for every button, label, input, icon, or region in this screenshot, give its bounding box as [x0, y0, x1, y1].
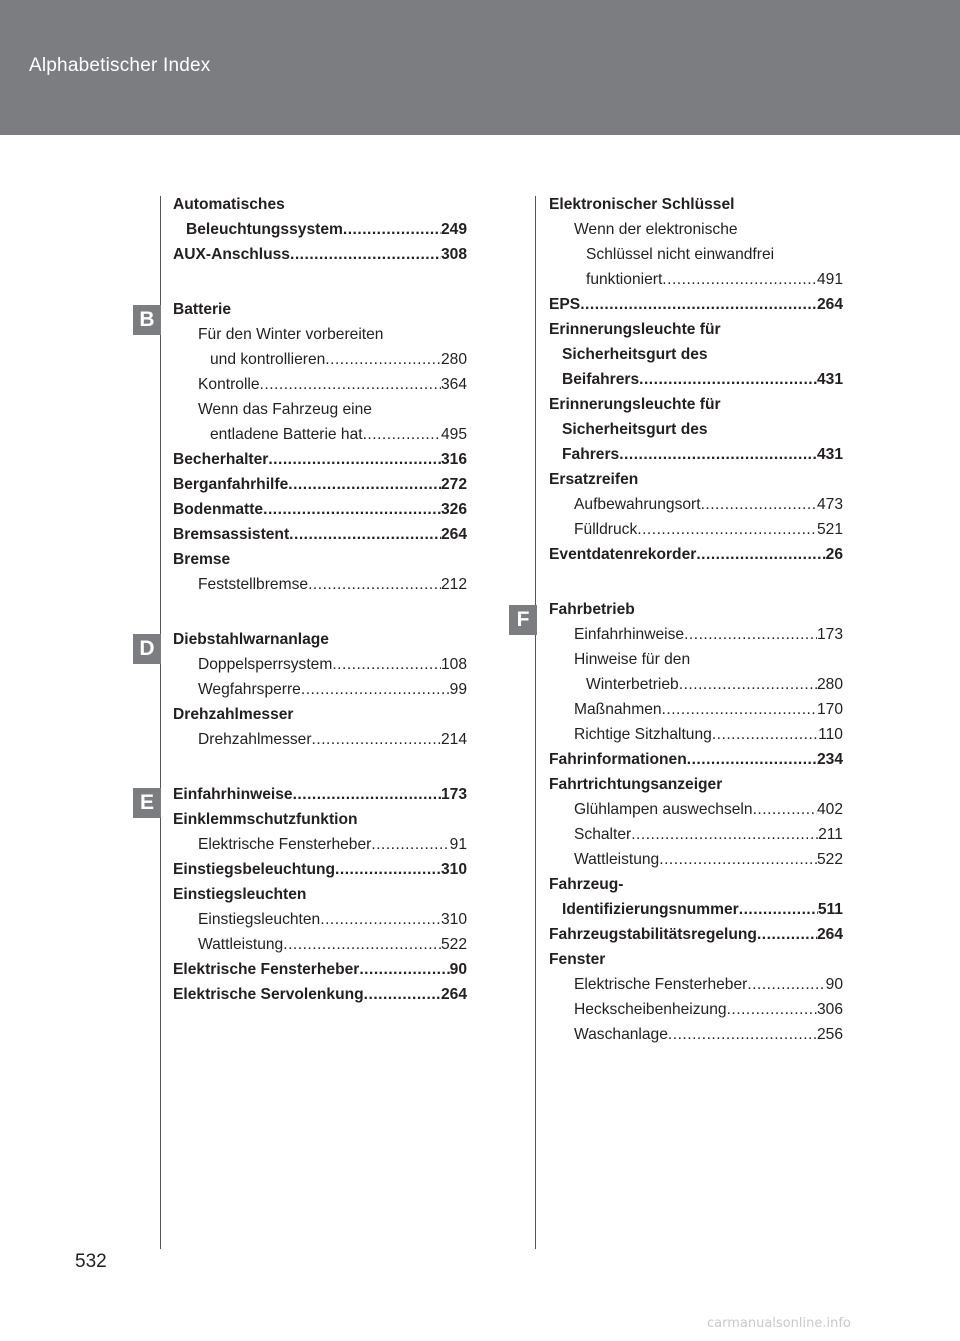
dot-leader [739, 899, 818, 921]
index-heading-line [173, 784, 467, 806]
index-term: Kontrolle [198, 376, 260, 393]
index-heading-line [173, 474, 467, 496]
dot-leader [325, 349, 441, 371]
page-reference: 495 [440, 426, 467, 443]
dot-leader [363, 424, 441, 446]
page-reference: 280 [440, 351, 467, 368]
dot-leader [662, 269, 817, 291]
index-heading-line [173, 859, 467, 881]
index-term: Schalter [574, 826, 632, 843]
section-letter-d: D [133, 634, 161, 664]
index-subentry-line [198, 374, 467, 396]
header-title: Alphabetischer Index [29, 55, 211, 76]
dot-leader [293, 784, 441, 806]
dot-leader [364, 984, 441, 1006]
index-subentry-line [210, 349, 467, 371]
index-heading-line [173, 984, 467, 1006]
page-reference: 91 [449, 836, 467, 853]
index-heading-line [173, 549, 467, 571]
index-term: Batterie [173, 301, 232, 318]
index-heading-line [549, 599, 843, 621]
index-term: Bremsassistent [173, 526, 290, 543]
page-reference: 212 [440, 576, 467, 593]
page-reference: 511 [817, 901, 843, 918]
index-term: AUX-Anschluss [173, 246, 290, 263]
index-term: Einfahrhinweise [173, 786, 293, 803]
dot-leader [268, 449, 441, 471]
index-heading-line [173, 524, 467, 546]
index-subentry-line [210, 424, 467, 446]
index-term: Glühlampen auswechseln [574, 801, 753, 818]
index-heading-line [562, 369, 843, 391]
index-term: Fahrinformationen [549, 751, 687, 768]
page-reference: 99 [449, 681, 467, 698]
index-heading-line [562, 344, 843, 366]
index-subentry-line [574, 849, 843, 871]
index-term: Wegfahrsperre [198, 681, 301, 698]
index-heading-line [549, 774, 843, 796]
index-heading-line [186, 219, 467, 241]
right-column-divider [535, 196, 536, 1249]
index-term: Drehzahlmesser [173, 706, 294, 723]
page-reference: 108 [440, 656, 467, 673]
dot-leader [727, 999, 817, 1021]
dot-leader [637, 519, 817, 541]
page-reference: 173 [440, 786, 467, 803]
index-term: Erinnerungsleuchte für [549, 321, 721, 338]
index-term: Ersatzreifen [549, 471, 639, 488]
index-term: Richtige Sitzhaltung [574, 726, 712, 743]
dot-leader [757, 924, 817, 946]
index-subentry-line [198, 934, 467, 956]
dot-leader [696, 544, 825, 566]
page-reference: 234 [816, 751, 843, 768]
index-subentry-line [574, 824, 843, 846]
index-subentry-line [586, 244, 843, 266]
index-term: Bremse [173, 551, 231, 568]
page-reference: 310 [440, 911, 467, 928]
page-reference: 249 [440, 221, 467, 238]
index-term: Fahrzeug- [549, 876, 624, 893]
index-subentry-line [574, 649, 843, 671]
page-reference: 280 [816, 676, 843, 693]
index-heading-line [549, 874, 843, 896]
index-term: Eventdatenrekorder [549, 546, 697, 563]
page-reference: 170 [816, 701, 843, 718]
index-heading-line [562, 444, 843, 466]
dot-leader [283, 934, 441, 956]
page-reference: 491 [816, 271, 843, 288]
index-term: Fenster [549, 951, 606, 968]
index-subentry-line [574, 494, 843, 516]
index-subentry-line [198, 679, 467, 701]
index-heading-line [173, 629, 467, 651]
index-term: Becherhalter [173, 451, 269, 468]
dot-leader [668, 1024, 817, 1046]
page-reference: 522 [440, 936, 467, 953]
dot-leader [747, 974, 825, 996]
dot-leader [263, 499, 441, 521]
dot-leader [659, 849, 817, 871]
index-heading-line [173, 449, 467, 471]
index-heading-line [173, 194, 467, 216]
index-subentry-line [574, 519, 843, 541]
section-letter-e: E [133, 788, 161, 818]
dot-leader [308, 574, 441, 596]
page-reference: 431 [816, 446, 843, 463]
section-letter-f: F [509, 605, 537, 635]
index-term: funktioniert [586, 271, 663, 288]
index-subentry-line [574, 974, 843, 996]
index-subentry-line [574, 799, 843, 821]
index-heading-line [562, 899, 843, 921]
index-heading-line [549, 924, 843, 946]
dot-leader [631, 824, 818, 846]
index-term: Maßnahmen [574, 701, 662, 718]
index-term: Identifizierungsnummer [562, 901, 739, 918]
index-term: Beifahrers [562, 371, 640, 388]
index-subentry-line [586, 674, 843, 696]
index-subentry-line [198, 654, 467, 676]
index-term: Schlüssel nicht einwandfrei [586, 246, 775, 263]
index-term: Fahrbetrieb [549, 601, 635, 618]
index-term: Aufbewahrungsort [574, 496, 701, 513]
index-term: Wattleistung [198, 936, 284, 953]
index-term: Berganfahrhilfe [173, 476, 289, 493]
page-header [0, 0, 960, 135]
page-reference: 26 [825, 546, 843, 563]
dot-leader [335, 859, 441, 881]
watermark: carmanualsonline.info [707, 1316, 851, 1331]
index-term: Fülldruck [574, 521, 638, 538]
index-term: Elektronischer Schlüssel [549, 196, 735, 213]
index-term: EPS [549, 296, 581, 313]
page-number: 532 [75, 1251, 107, 1272]
page-reference: 364 [440, 376, 467, 393]
index-term: Doppelsperrsystem [198, 656, 333, 673]
page-reference: 473 [816, 496, 843, 513]
page-reference: 214 [440, 731, 467, 748]
index-subentry-line [574, 624, 843, 646]
index-heading-line [173, 244, 467, 266]
page-reference: 521 [816, 521, 843, 538]
index-term: Winterbetrieb [586, 676, 679, 693]
index-heading-line [549, 294, 843, 316]
page-reference: 173 [816, 626, 843, 643]
index-subentry-line [198, 729, 467, 751]
dot-leader [662, 699, 817, 721]
index-subentry-line [198, 909, 467, 931]
dot-leader [312, 729, 441, 751]
page-reference: 264 [816, 926, 843, 943]
page-reference: 310 [440, 861, 467, 878]
index-heading-line [173, 959, 467, 981]
page-reference: 431 [816, 371, 843, 388]
index-term: Automatisches [173, 196, 285, 213]
dot-leader [371, 834, 449, 856]
index-term: Sicherheitsgurt des [562, 346, 708, 363]
index-term: Wattleistung [574, 851, 660, 868]
index-term: Einstiegsbeleuchtung [173, 861, 336, 878]
page-reference: 326 [440, 501, 467, 518]
index-subentry-line [574, 1024, 843, 1046]
index-heading-line [173, 884, 467, 906]
page-reference: 402 [816, 801, 843, 818]
index-heading-line [549, 469, 843, 491]
dot-leader [701, 494, 817, 516]
index-heading-line [549, 194, 843, 216]
index-term: Einklemmschutzfunktion [173, 811, 358, 828]
index-subentry-line [574, 724, 843, 746]
page-reference: 316 [440, 451, 467, 468]
index-subentry-line [198, 834, 467, 856]
dot-leader [639, 369, 817, 391]
section-letter-b: B [133, 305, 161, 335]
index-heading-line [173, 499, 467, 521]
index-term: Feststellbremse [198, 576, 309, 593]
index-term: Heckscheibenheizung [574, 1001, 727, 1018]
page-reference: 90 [449, 961, 467, 978]
page-reference: 306 [816, 1001, 843, 1018]
index-term: Einstiegsleuchten [173, 886, 307, 903]
dot-leader [343, 219, 441, 241]
dot-leader [320, 909, 441, 931]
index-heading-line [173, 809, 467, 831]
dot-leader [580, 294, 817, 316]
index-heading-line [562, 419, 843, 441]
index-term: Drehzahlmesser [198, 731, 312, 748]
index-subentry-line [574, 999, 843, 1021]
dot-leader [687, 749, 817, 771]
page-reference: 308 [440, 246, 467, 263]
page-reference: 264 [816, 296, 843, 313]
index-term: Wenn der elektronische [574, 221, 738, 238]
index-term: Elektrische Fensterheber [198, 836, 372, 853]
dot-leader [619, 444, 817, 466]
index-term: Bodenmatte [173, 501, 264, 518]
index-term: Fahrtrichtungsanzeiger [549, 776, 723, 793]
index-term: Waschanlage [574, 1026, 668, 1043]
index-term: und kontrollieren [210, 351, 326, 368]
dot-leader [679, 674, 817, 696]
index-heading-line [549, 949, 843, 971]
page-reference: 256 [816, 1026, 843, 1043]
dot-leader [288, 474, 441, 496]
dot-leader [290, 244, 441, 266]
index-heading-line [549, 749, 843, 771]
index-term: Erinnerungsleuchte für [549, 396, 721, 413]
index-subentry-line [586, 269, 843, 291]
index-heading-line [173, 299, 467, 321]
page-reference: 110 [818, 726, 843, 743]
index-heading-line [549, 319, 843, 341]
index-term: Fahrers [562, 446, 620, 463]
index-heading-line [549, 394, 843, 416]
page-reference: 272 [440, 476, 467, 493]
index-subentry-line [198, 574, 467, 596]
index-term: entladene Batterie hat [210, 426, 363, 443]
index-term: Hinweise für den [574, 651, 691, 668]
index-term: Fahrzeugstabilitätsregelung [549, 926, 757, 943]
index-term: Für den Winter vorbereiten [198, 326, 384, 343]
dot-leader [684, 624, 817, 646]
index-term: Einstiegsleuchten [198, 911, 321, 928]
index-heading-line [173, 704, 467, 726]
index-subentry-line [198, 399, 467, 421]
page-reference: 211 [818, 826, 843, 843]
index-term: Elektrische Fensterheber [574, 976, 748, 993]
dot-leader [359, 959, 449, 981]
dot-leader [301, 679, 450, 701]
index-subentry-line [574, 699, 843, 721]
page-reference: 264 [440, 986, 467, 1003]
index-term: Elektrische Fensterheber [173, 961, 360, 978]
index-term: Wenn das Fahrzeug eine [198, 401, 372, 418]
dot-leader [260, 374, 441, 396]
index-term: Sicherheitsgurt des [562, 421, 708, 438]
dot-leader [712, 724, 818, 746]
index-term: Einfahrhinweise [574, 626, 685, 643]
index-subentry-line [574, 219, 843, 241]
index-subentry-line [198, 324, 467, 346]
page-reference: 522 [816, 851, 843, 868]
index-heading-line [549, 544, 843, 566]
index-term: Beleuchtungssystem [186, 221, 343, 238]
dot-leader [289, 524, 441, 546]
dot-leader [753, 799, 817, 821]
page-reference: 90 [825, 976, 843, 993]
index-term: Diebstahlwarnanlage [173, 631, 329, 648]
index-term: Elektrische Servolenkung [173, 986, 364, 1003]
left-column-divider [160, 196, 161, 1249]
dot-leader [332, 654, 441, 676]
page-reference: 264 [440, 526, 467, 543]
